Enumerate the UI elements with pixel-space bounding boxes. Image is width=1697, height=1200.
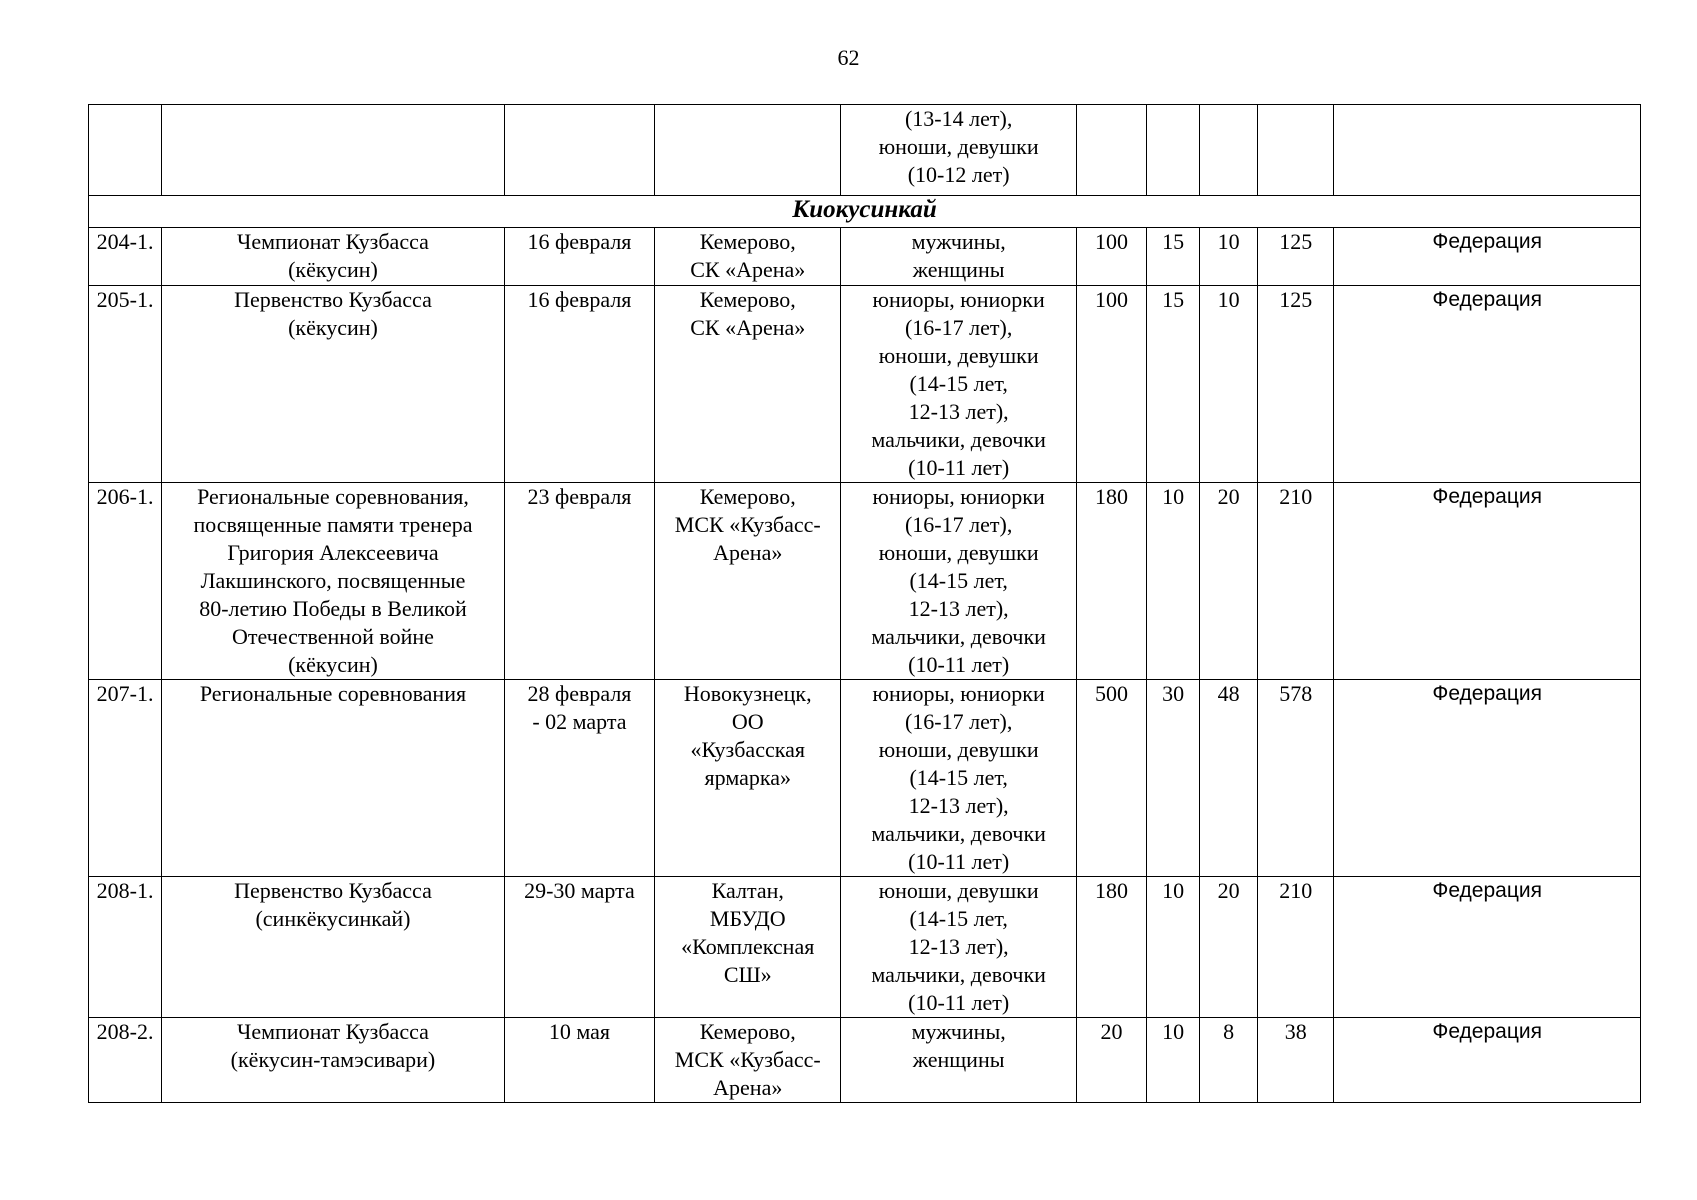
- row-number: 208-1.: [89, 877, 162, 1018]
- event-name: Первенство Кузбасса (синкёкусинкай): [162, 877, 505, 1018]
- section-title: Киокусинкай: [89, 196, 1641, 228]
- count-3: 48: [1200, 680, 1258, 877]
- count-2: 15: [1147, 228, 1200, 286]
- count-3: 20: [1200, 877, 1258, 1018]
- count-total: 38: [1258, 1018, 1334, 1103]
- cell-participants: [841, 105, 1076, 196]
- event-date: 29-30 марта: [504, 877, 654, 1018]
- event-place: Кемерово, СК «Арена»: [655, 228, 841, 286]
- event-name: Чемпионат Кузбасса (кёкусин): [162, 228, 505, 286]
- count-total: 210: [1258, 483, 1334, 680]
- count-2: 30: [1147, 680, 1200, 877]
- organizer: Федерация: [1334, 286, 1641, 483]
- event-date: 28 февраля - 02 марта: [504, 680, 654, 877]
- organizer: Федерация: [1334, 680, 1641, 877]
- page-number: 62: [837, 45, 860, 70]
- cell-org: [1334, 105, 1641, 196]
- row-number: 204-1.: [89, 228, 162, 286]
- cell-c2: [1147, 105, 1200, 196]
- event-place: Кемерово, МСК «Кузбасс- Арена»: [655, 483, 841, 680]
- organizer: Федерация: [1334, 228, 1641, 286]
- event-place: Кемерово, СК «Арена»: [655, 286, 841, 483]
- organizer: Федерация: [1334, 1018, 1641, 1103]
- event-place: Кемерово, МСК «Кузбасс- Арена»: [655, 1018, 841, 1103]
- count-2: 15: [1147, 286, 1200, 483]
- event-participants: мужчины, женщины: [841, 1018, 1076, 1103]
- count-total: 125: [1258, 228, 1334, 286]
- table-row: [89, 286, 1641, 483]
- organizer: Федерация: [1334, 483, 1641, 680]
- event-participants: юниоры, юниорки (16-17 лет), юноши, девушки (14-15 лет, 12-13 лет), мальчики, девочки (10-11 лет): [841, 286, 1076, 483]
- count-3: 10: [1200, 228, 1258, 286]
- event-participants: юниоры, юниорки (16-17 лет), юноши, девушки (14-15 лет, 12-13 лет), мальчики, девочки (10-11 лет): [841, 483, 1076, 680]
- event-date: 16 февраля: [504, 286, 654, 483]
- event-name: Региональные соревнования, посвященные памяти тренера Григория Алексеевича Лакшинского, посвященные 80-летию Победы в Великой Отечественной войне (кёкусин): [162, 483, 505, 680]
- count-3: 10: [1200, 286, 1258, 483]
- row-number: 207-1.: [89, 680, 162, 877]
- count-2: 10: [1147, 1018, 1200, 1103]
- cell-date: [504, 105, 654, 196]
- event-date: 16 февраля: [504, 228, 654, 286]
- cell-num: [89, 105, 162, 196]
- participants-text: (13-14 лет), юноши, девушки (10-12 лет): [878, 106, 1039, 187]
- count-1: 100: [1076, 228, 1146, 286]
- count-total: 210: [1258, 877, 1334, 1018]
- section-row: [89, 196, 1641, 228]
- event-date: 23 февраля: [504, 483, 654, 680]
- count-1: 180: [1076, 877, 1146, 1018]
- cell-total: [1258, 105, 1334, 196]
- count-total: 578: [1258, 680, 1334, 877]
- event-date: 10 мая: [504, 1018, 654, 1103]
- count-3: 8: [1200, 1018, 1258, 1103]
- events-table: [88, 104, 1641, 1103]
- continuation-row: [89, 105, 1641, 196]
- table-row: [89, 483, 1641, 680]
- table-row: [89, 680, 1641, 877]
- event-participants: юниоры, юниорки (16-17 лет), юноши, девушки (14-15 лет, 12-13 лет), мальчики, девочки (10-11 лет): [841, 680, 1076, 877]
- table-row: [89, 1018, 1641, 1103]
- count-1: 180: [1076, 483, 1146, 680]
- event-name: Чемпионат Кузбасса (кёкусин-тамэсивари): [162, 1018, 505, 1103]
- row-number: 205-1.: [89, 286, 162, 483]
- event-place: Калтан, МБУДО «Комплексная СШ»: [655, 877, 841, 1018]
- table-row: [89, 228, 1641, 286]
- table-row: [89, 877, 1641, 1018]
- organizer: Федерация: [1334, 877, 1641, 1018]
- count-1: 100: [1076, 286, 1146, 483]
- row-number: 208-2.: [89, 1018, 162, 1103]
- count-1: 20: [1076, 1018, 1146, 1103]
- count-total: 125: [1258, 286, 1334, 483]
- row-number: 206-1.: [89, 483, 162, 680]
- count-3: 20: [1200, 483, 1258, 680]
- event-name: Региональные соревнования: [162, 680, 505, 877]
- cell-c1: [1076, 105, 1146, 196]
- event-participants: юноши, девушки (14-15 лет, 12-13 лет), мальчики, девочки (10-11 лет): [841, 877, 1076, 1018]
- count-1: 500: [1076, 680, 1146, 877]
- cell-name: [162, 105, 505, 196]
- event-place: Новокузнецк, ОО «Кузбасская ярмарка»: [655, 680, 841, 877]
- event-name: Первенство Кузбасса (кёкусин): [162, 286, 505, 483]
- cell-c3: [1200, 105, 1258, 196]
- event-participants: мужчины, женщины: [841, 228, 1076, 286]
- count-2: 10: [1147, 877, 1200, 1018]
- cell-place: [655, 105, 841, 196]
- count-2: 10: [1147, 483, 1200, 680]
